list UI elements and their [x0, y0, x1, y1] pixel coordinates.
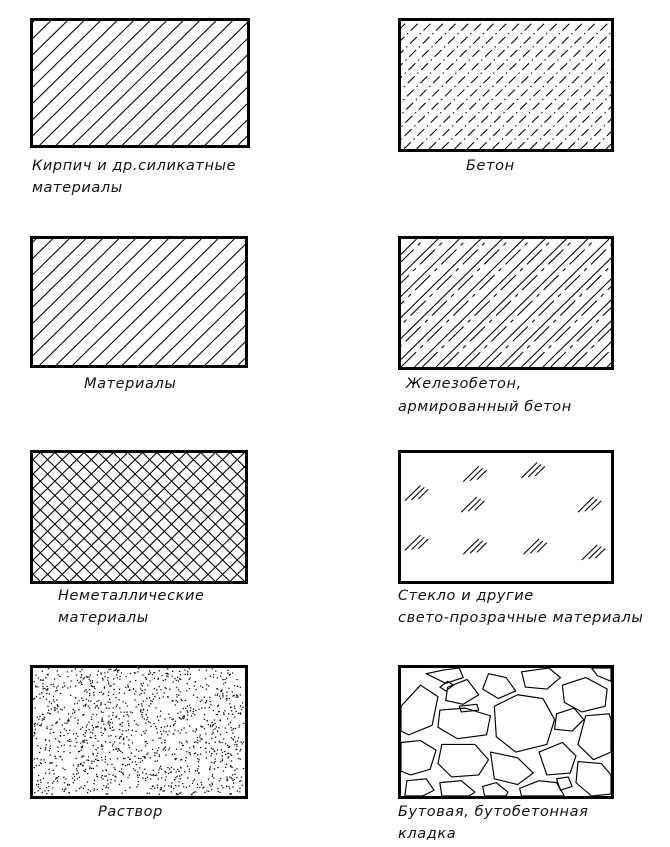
concrete-caption: Бетон: [466, 158, 515, 174]
reinforced-concrete-caption-line-2: армированный бетон: [398, 399, 572, 415]
materials-caption: Материалы: [84, 376, 177, 392]
rubble-caption-line-2: кладка: [398, 826, 457, 842]
materials-hatch-swatch: [30, 236, 248, 368]
brick-hatch-swatch: [30, 18, 250, 148]
nonmetallic-caption-line-2: материалы: [58, 610, 149, 626]
glass-hatch-swatch: [398, 450, 614, 584]
nonmetallic-hatch-swatch: [30, 450, 248, 584]
rubble-hatch-pattern: [401, 668, 611, 796]
materials-hatch-pattern: [33, 239, 245, 365]
glass-caption-line-2: свето-прозрачные материалы: [398, 610, 644, 626]
nonmetallic-caption-line-1: Неметаллические: [58, 588, 205, 604]
mortar-hatch-swatch: [30, 665, 248, 799]
nonmetallic-hatch-pattern: [33, 453, 245, 581]
rubble-caption-line-1: Бутовая, бутобетонная: [398, 804, 589, 820]
reinforced-concrete-caption-line-1: Железобетон,: [406, 376, 522, 392]
mortar-hatch-pattern: [33, 668, 245, 796]
brick-hatch-pattern: [33, 21, 247, 145]
reinforced-concrete-hatch-swatch: [398, 236, 614, 370]
glass-hatch-pattern: [401, 453, 611, 581]
rubble-hatch-swatch: [398, 665, 614, 799]
brick-caption-line-1: Кирпич и др.силикатные: [32, 158, 237, 174]
concrete-hatch-pattern: [401, 21, 611, 149]
brick-caption-line-2: материалы: [32, 180, 123, 196]
glass-caption-line-1: Стекло и другие: [398, 588, 534, 604]
concrete-hatch-swatch: [398, 18, 614, 152]
reinforced-concrete-hatch-pattern: [401, 239, 611, 367]
mortar-caption: Раствор: [98, 804, 163, 820]
